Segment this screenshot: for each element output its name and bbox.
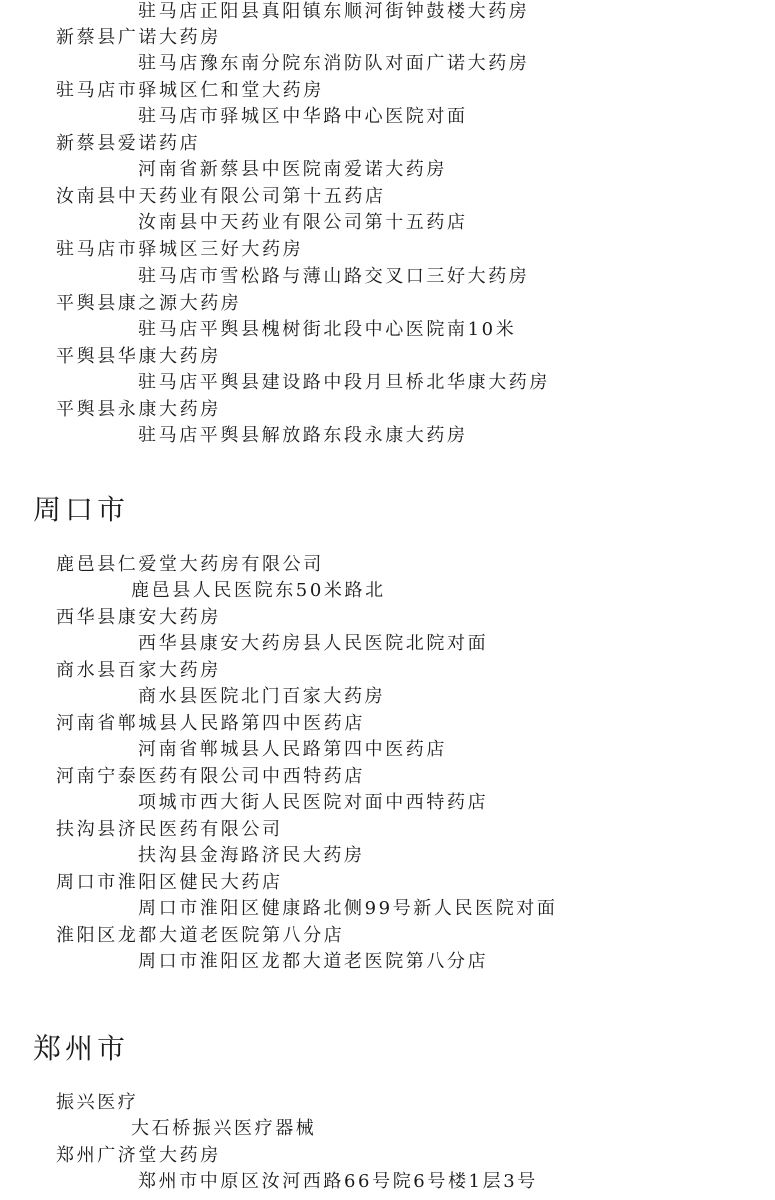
store-name: 汝南县中天药业有限公司第十五药店 [56, 186, 386, 207]
store-name: 平舆县康之源大药房 [56, 293, 242, 314]
store-name: 周口市淮阳区健民大药店 [56, 872, 283, 893]
store-address: 扶沟县金海路济民大药房 [138, 845, 365, 866]
store-address: 鹿邑县人民医院东50米路北 [131, 580, 386, 601]
store-name: 扶沟县济民医药有限公司 [56, 819, 283, 840]
store-name: 振兴医疗 [56, 1092, 139, 1113]
store-name: 鹿邑县仁爱堂大药房有限公司 [56, 554, 324, 575]
store-address: 商水县医院北门百家大药房 [138, 686, 386, 707]
store-name: 商水县百家大药房 [56, 660, 221, 681]
store-name: 郑州广济堂大药房 [56, 1145, 221, 1166]
store-address: 西华县康安大药房县人民医院北院对面 [138, 633, 489, 654]
store-address: 河南省郸城县人民路第四中医药店 [138, 739, 447, 760]
store-name: 河南省郸城县人民路第四中医药店 [56, 713, 365, 734]
store-address: 汝南县中天药业有限公司第十五药店 [138, 212, 468, 233]
store-name: 新蔡县广诺大药房 [56, 27, 221, 48]
city-heading: 郑州市 [33, 1032, 130, 1065]
store-name: 淮阳区龙都大道老医院第八分店 [56, 925, 345, 946]
store-address: 项城市西大街人民医院对面中西特药店 [138, 792, 489, 813]
store-name: 平舆县华康大药房 [56, 346, 221, 367]
store-name: 平舆县永康大药房 [56, 399, 221, 420]
store-address: 周口市淮阳区健康路北侧99号新人民医院对面 [138, 898, 558, 919]
store-address: 周口市淮阳区龙都大道老医院第八分店 [138, 951, 489, 972]
store-name: 河南宁泰医药有限公司中西特药店 [56, 766, 365, 787]
store-address: 河南省新蔡县中医院南爱诺大药房 [138, 159, 447, 180]
city-heading: 周口市 [33, 493, 130, 526]
store-address: 驻马店平舆县建设路中段月旦桥北华康大药房 [138, 372, 550, 393]
store-address: 驻马店正阳县真阳镇东顺河街钟鼓楼大药房 [138, 1, 530, 22]
store-name: 驻马店市驿城区仁和堂大药房 [56, 80, 324, 101]
store-name: 驻马店市驿城区三好大药房 [56, 239, 304, 260]
store-address: 驻马店市雪松路与薄山路交叉口三好大药房 [138, 266, 530, 287]
store-address: 驻马店平舆县槐树街北段中心医院南10米 [138, 319, 517, 340]
store-address: 驻马店平舆县解放路东段永康大药房 [138, 425, 468, 446]
store-address: 郑州市中原区汝河西路66号院6号楼1层3号 [138, 1171, 538, 1192]
store-name: 西华县康安大药房 [56, 607, 221, 628]
store-address: 驻马店豫东南分院东消防队对面广诺大药房 [138, 53, 530, 74]
store-address: 驻马店市驿城区中华路中心医院对面 [138, 106, 468, 127]
store-address: 大石桥振兴医疗器械 [131, 1118, 317, 1139]
store-name: 新蔡县爱诺药店 [56, 133, 201, 154]
